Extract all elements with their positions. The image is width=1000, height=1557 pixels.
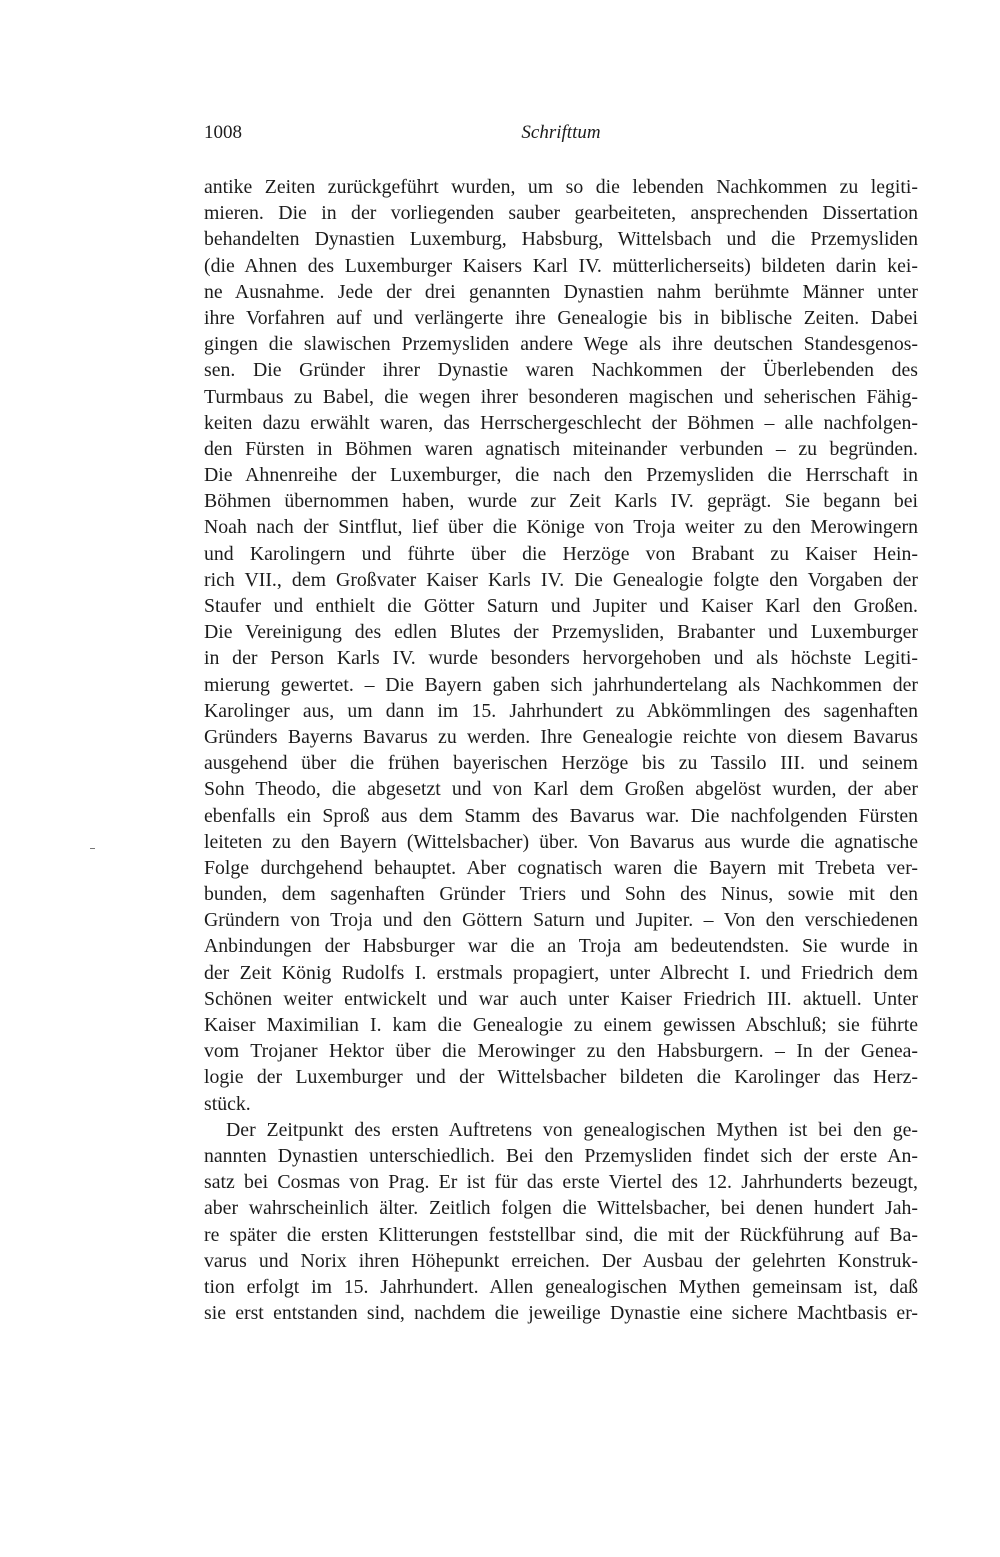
text-line: (die Ahnen des Luxemburger Kaisers Karl IV. mütterlicherseits) bildeten darin kei- xyxy=(204,254,918,277)
text-line: Schönen weiter entwickelt und war auch unter Kaiser Friedrich III. aktuell. Unter xyxy=(204,987,918,1010)
text-line: der Zeit König Rudolfs I. erstmals propagiert, unter Albrecht I. und Friedrich dem xyxy=(204,961,918,984)
text-line: in der Person Karls IV. wurde besonders hervorgehoben und als höchste Legiti- xyxy=(204,647,918,670)
page-number: 1008 xyxy=(204,122,242,143)
text-line: den Fürsten in Böhmen waren agnatisch miteinander verbunden – zu begründen. xyxy=(204,437,918,460)
text-line: leiteten zu den Bayern (Wittelsbacher) über. Von Bavarus aus wurde die agnatische xyxy=(204,830,918,853)
text-line: Folge durchgehend behauptet. Aber cognatisch waren die Bayern mit Trebeta ver- xyxy=(204,856,918,879)
body-text xyxy=(204,174,918,1326)
text-line: Der Zeitpunkt des ersten Auftretens von genealogischen Mythen ist bei den ge- xyxy=(226,1118,918,1141)
text-line: vom Trojaner Hektor über die Merowinger zu den Habsburgern. – In der Genea- xyxy=(204,1040,918,1063)
text-line: mierung gewertet. – Die Bayern gaben sich jahrhundertelang als Nachkommen der xyxy=(204,673,918,696)
text-line: und Karolingern und führte über die Herzöge von Brabant zu Kaiser Hein- xyxy=(204,542,918,565)
text-line: satz bei Cosmas von Prag. Er ist für das erste Viertel des 12. Jahrhunderts bezeugt, xyxy=(204,1171,918,1194)
text-line: Noah nach der Sintflut, lief über die Könige von Troja weiter zu den Merowingern xyxy=(204,516,918,539)
text-line: bunden, dem sagenhaften Gründer Triers und Sohn des Ninus, sowie mit den xyxy=(204,883,918,906)
text-line: Staufer und enthielt die Götter Saturn und Jupiter und Kaiser Karl den Großen. xyxy=(204,595,918,617)
text-line: Kaiser Maximilian I. kam die Genealogie zu einem gewissen Abschluß; sie führte xyxy=(204,1014,918,1036)
text-line: Die Ahnenreihe der Luxemburger, die nach den Przemysliden die Herrschaft in xyxy=(204,464,918,487)
text-line: Böhmen übernommen haben, wurde zur Zeit Karls IV. geprägt. Sie begann bei xyxy=(204,490,918,513)
text-line: logie der Luxemburger und der Wittelsbacher bildeten die Karolinger das Herz- xyxy=(204,1066,918,1089)
text-line: antike Zeiten zurückgeführt wurden, um so die lebenden Nachkommen zu legiti- xyxy=(204,176,918,198)
text-line: ne Ausnahme. Jede der drei genannten Dynastien nahm berühmte Männer unter xyxy=(204,280,918,303)
text-line: Sohn Theodo, die abgesetzt und von Karl dem Großen abgelöst wurden, der aber xyxy=(204,778,918,801)
text-line: stück. xyxy=(204,1092,251,1115)
text-line: tion erfolgt im 15. Jahrhundert. Allen genealogischen Mythen gemeinsam ist, daß xyxy=(204,1275,918,1298)
margin-mark xyxy=(90,848,95,849)
text-line: aber wahrscheinlich älter. Zeitlich folgen die Wittelsbacher, bei denen hundert Jah- xyxy=(204,1197,918,1220)
text-line: keiten dazu erwählt waren, das Herrschergeschlecht der Böhmen – alle nachfolgen- xyxy=(204,411,918,434)
text-line: nannten Dynastien unterschiedlich. Bei den Przemysliden findet sich der erste An- xyxy=(204,1144,918,1167)
text-line: rich VII., dem Großvater Kaiser Karls IV. Die Genealogie folgte den Vorgaben der xyxy=(204,568,918,591)
text-line: sie erst entstanden sind, nachdem die jeweilige Dynastie eine sichere Machtbasis er- xyxy=(204,1302,918,1325)
text-line: behandelten Dynastien Luxemburg, Habsburg, Wittelsbach und die Przemysliden xyxy=(204,228,918,251)
text-line: ausgehend über die frühen bayerischen Herzöge bis zu Tassilo III. und seinem xyxy=(204,752,918,775)
text-line: ebenfalls ein Sproß aus dem Stamm des Bavarus war. Die nachfolgenden Fürsten xyxy=(204,804,918,827)
text-line: mieren. Die in der vorliegenden sauber gearbeiteten, ansprechenden Dissertation xyxy=(204,202,918,225)
text-line: gingen die slawischen Przemysliden andere Wege als ihre deutschen Standesgenos- xyxy=(204,333,918,356)
text-line: Turmbaus zu Babel, die wegen ihrer besonderen magischen und seherischen Fähig- xyxy=(204,385,918,408)
paragraph xyxy=(204,174,918,1117)
text-line: Anbindungen der Habsburger war die an Troja am bedeutendsten. Sie wurde in xyxy=(204,935,918,958)
text-line: Karolinger aus, um dann im 15. Jahrhundert zu Abkömmlingen des sagenhaften xyxy=(204,699,918,722)
running-title: Schrifttum xyxy=(521,122,601,143)
paragraph xyxy=(204,1117,918,1327)
text-line: Die Vereinigung des edlen Blutes der Przemysliden, Brabanter und Luxemburger xyxy=(204,621,918,644)
text-line: re später die ersten Klitterungen feststellbar sind, die mit der Rückführung auf Ba- xyxy=(204,1223,918,1246)
text-line: ihre Vorfahren auf und verlängerte ihre Genealogie bis in biblische Zeiten. Dabei xyxy=(204,306,918,329)
text-line: Gründern von Troja und den Göttern Saturn und Jupiter. – Von den verschiedenen xyxy=(204,909,918,932)
text-line: sen. Die Gründer ihrer Dynastie waren Nachkommen der Überlebenden des xyxy=(204,359,918,382)
text-line: varus und Norix ihren Höhepunkt erreichen. Der Ausbau der gelehrten Konstruk- xyxy=(204,1249,918,1272)
running-head xyxy=(204,122,918,146)
text-line: Gründers Bayerns Bavarus zu werden. Ihre Genealogie reichte von diesem Bavarus xyxy=(204,725,918,748)
